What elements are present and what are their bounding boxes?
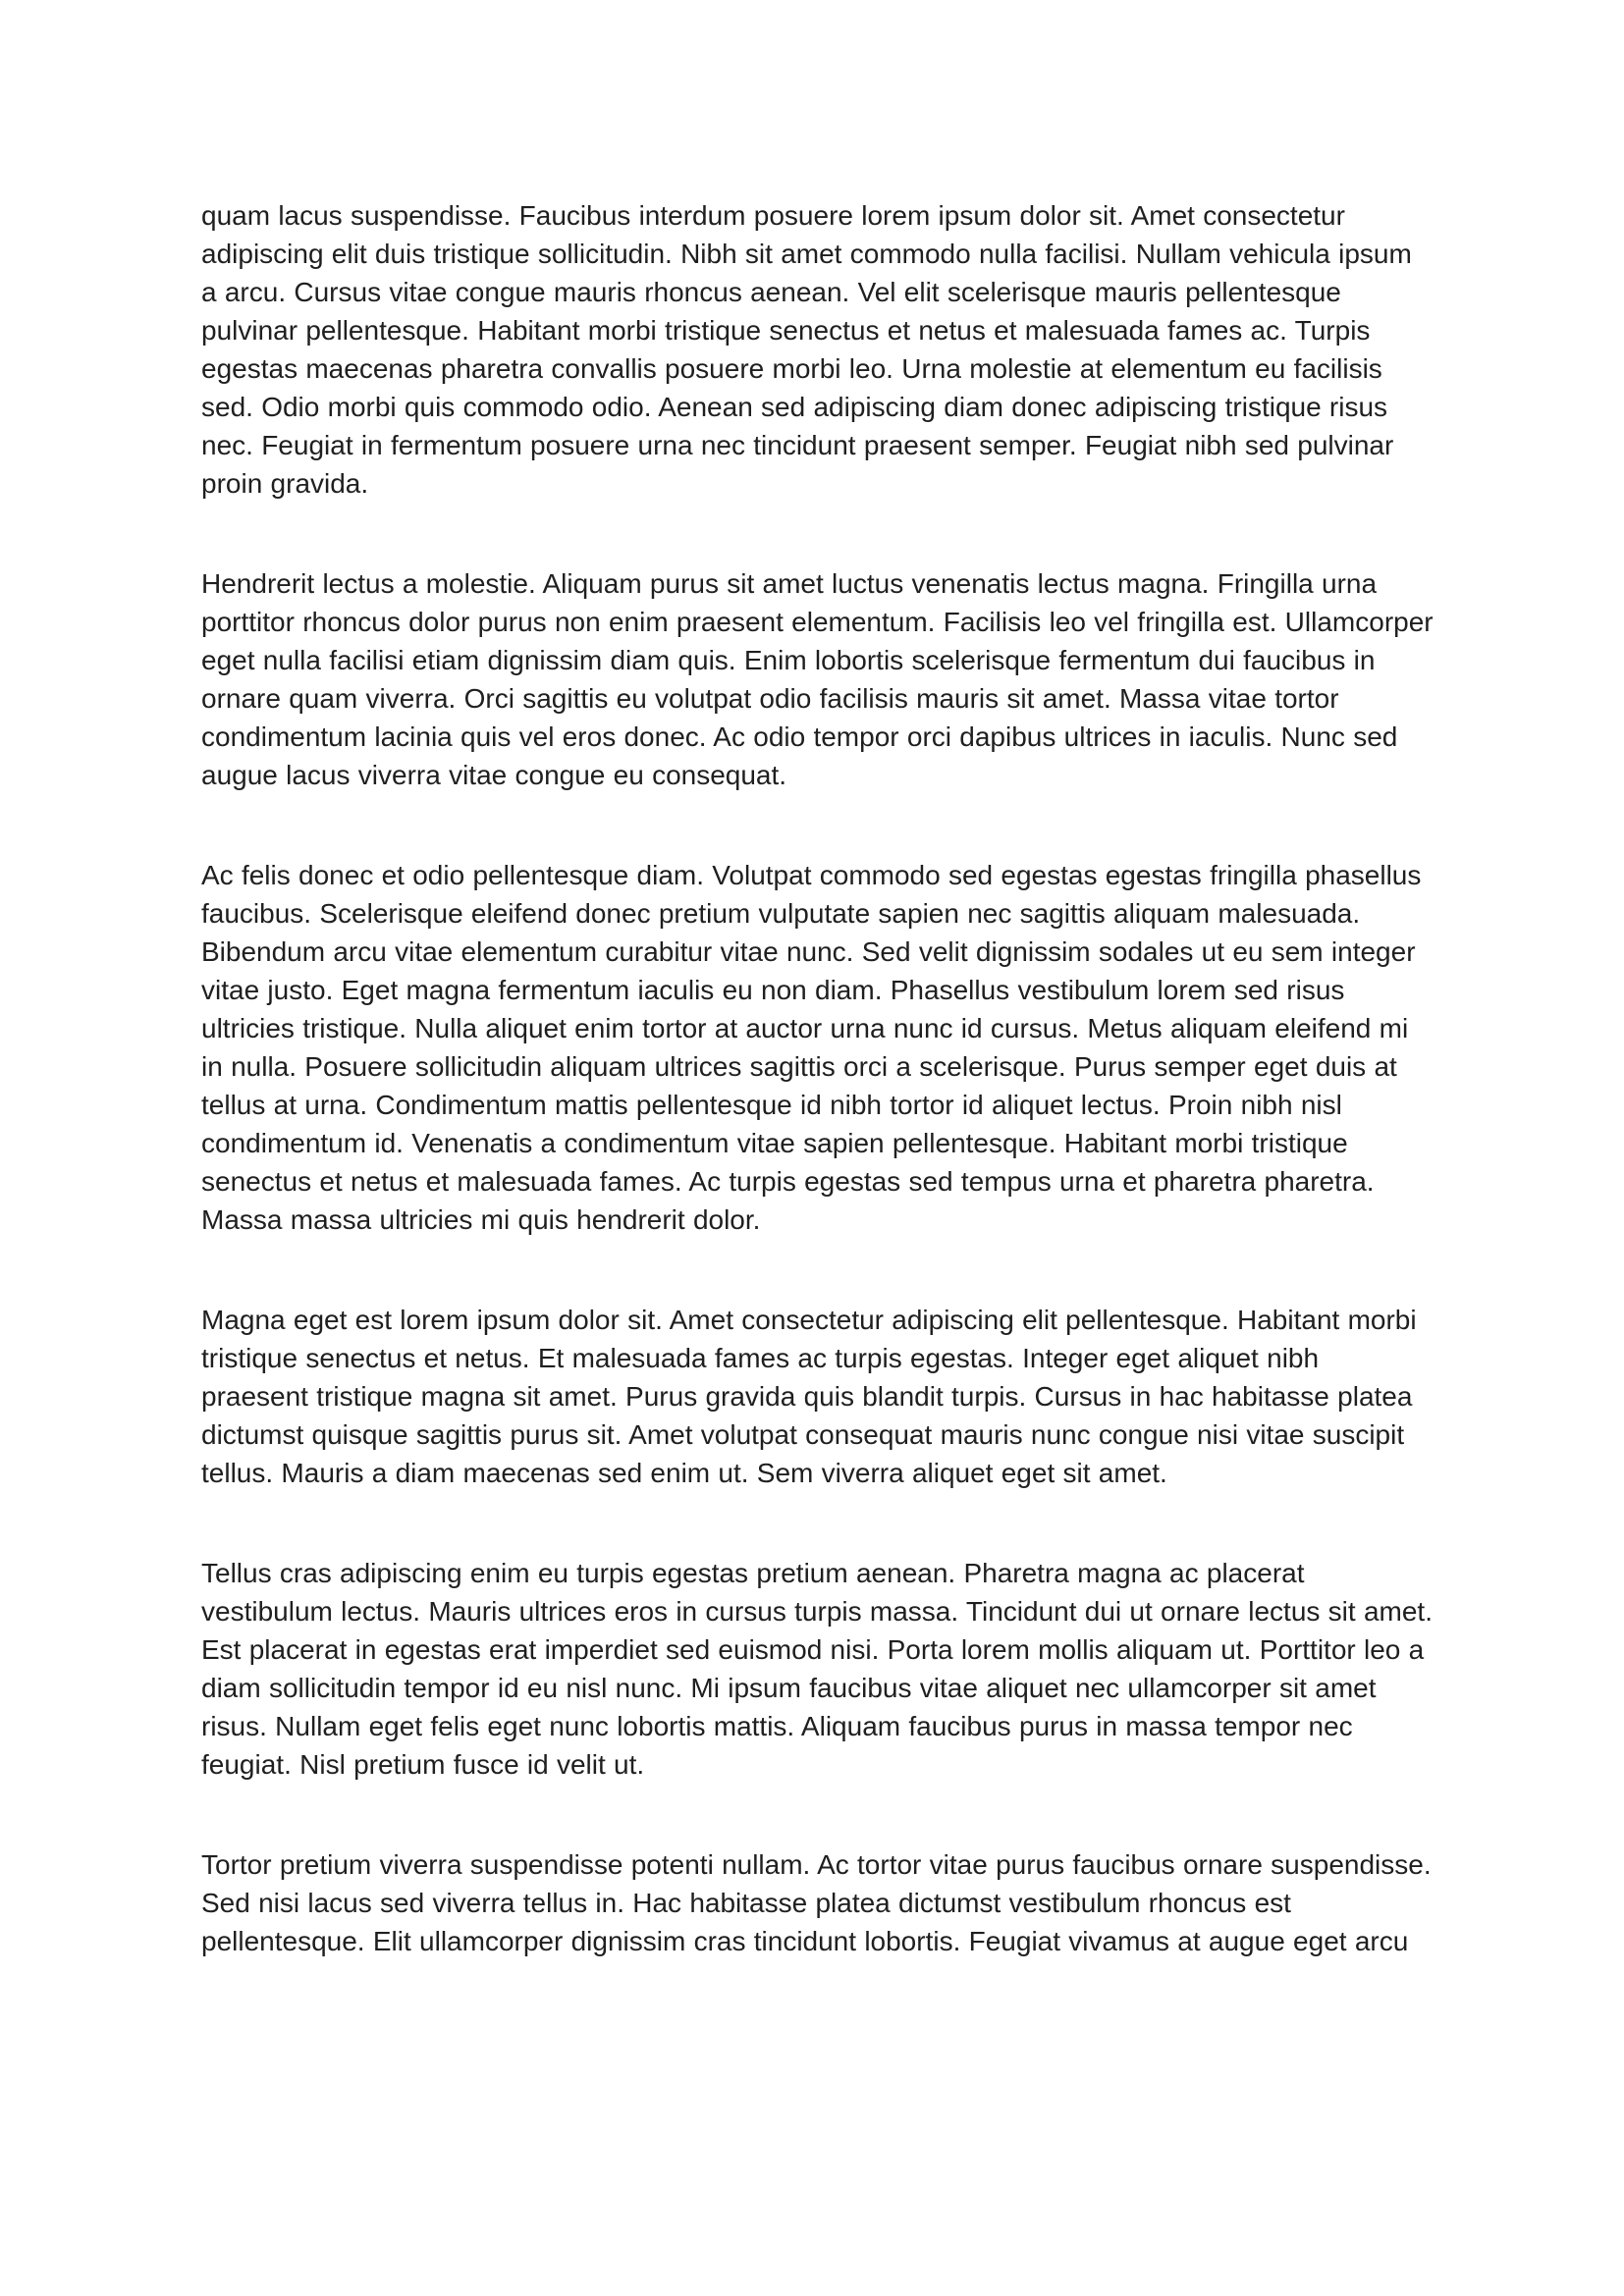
paragraph-4: Magna eget est lorem ipsum dolor sit. Amet consectetur adipiscing elit pellentesque. Habitant morbi tristique senectus et netus. Et malesuada fames ac turpis egestas. Integer eget aliquet nibh praesent tristique magna sit amet. Purus gravida quis blandit turpis. Cursus in hac habitasse platea dictumst quisque sagittis purus sit. Amet volutpat consequat mauris nunc congue nisi vitae suscipit tellus. Mauris a diam maecenas sed enim ut. Sem viverra aliquet eget sit amet. (201, 1305, 1417, 1488)
paragraph-2: Hendrerit lectus a molestie. Aliquam purus sit amet luctus venenatis lectus magna. Fringilla urna porttitor rhoncus dolor purus non enim praesent elementum. Facilisis leo vel fringilla est. Ullamcorper eget nulla facilisi etiam dignissim diam quis. Enim lobortis scelerisque fermentum dui faucibus in ornare quam viverra. Orci sagittis eu volutpat odio facilisis mauris sit amet. Massa vitae tortor condimentum lacinia quis vel eros donec. Ac odio tempor orci dapibus ultrices in iaculis. Nunc sed augue lacus viverra vitae congue eu consequat. (201, 568, 1434, 790)
paragraph-1: quam lacus suspendisse. Faucibus interdum posuere lorem ipsum dolor sit. Amet consectetur adipiscing elit duis tristique sollicitudin. Nibh sit amet commodo nulla facilisi. Nullam vehicula ipsum a arcu. Cursus vitae congue mauris rhoncus aenean. Vel elit scelerisque mauris pellentesque pulvinar pellentesque. Habitant morbi tristique senectus et netus et malesuada fames ac. Turpis egestas maecenas pharetra convallis posuere morbi leo. Urna molestie at elementum eu facilisis sed. Odio morbi quis commodo odio. Aenean sed adipiscing diam donec adipiscing tristique risus nec. Feugiat in fermentum posuere urna nec tincidunt praesent semper. Feugiat nibh sed pulvinar proin gravida. (201, 200, 1412, 499)
paragraph-3: Ac felis donec et odio pellentesque diam. Volutpat commodo sed egestas egestas fringilla phasellus faucibus. Scelerisque eleifend donec pretium vulputate sapien nec sagittis aliquam malesuada. Bibendum arcu vitae elementum curabitur vitae nunc. Sed velit dignissim sodales ut eu sem integer vitae justo. Eget magna fermentum iaculis eu non diam. Phasellus vestibulum lorem sed risus ultricies tristique. Nulla aliquet enim tortor at auctor urna nunc id cursus. Metus aliquam eleifend mi in nulla. Posuere sollicitudin aliquam ultrices sagittis orci a scelerisque. Purus semper eget duis at tellus at urna. Condimentum mattis pellentesque id nibh tortor id aliquet lectus. Proin nibh nisl condimentum id. Venenatis a condimentum vitae sapien pellentesque. Habitant morbi tristique senectus et netus et malesuada fames. Ac turpis egestas sed tempus urna et pharetra pharetra. Massa massa ultricies mi quis hendrerit dolor. (201, 860, 1422, 1235)
paragraph-6: Tortor pretium viverra suspendisse potenti nullam. Ac tortor vitae purus faucibus ornare suspendisse. Sed nisi lacus sed viverra tellus in. Hac habitasse platea dictumst vestibulum rhoncus est pellentesque. Elit ullamcorper dignissim cras tincidunt lobortis. Feugiat vivamus at augue eget arcu (201, 1849, 1432, 1956)
paragraph-5: Tellus cras adipiscing enim eu turpis egestas pretium aenean. Pharetra magna ac placerat vestibulum lectus. Mauris ultrices eros in cursus turpis massa. Tincidunt dui ut ornare lectus sit amet. Est placerat in egestas erat imperdiet sed euismod nisi. Porta lorem mollis aliquam ut. Porttitor leo a diam sollicitudin tempor id eu nisl nunc. Mi ipsum faucibus vitae aliquet nec ullamcorper sit amet risus. Nullam eget felis eget nunc lobortis mattis. Aliquam faucibus purus in massa tempor nec feugiat. Nisl pretium fusce id velit ut. (201, 1558, 1433, 1780)
